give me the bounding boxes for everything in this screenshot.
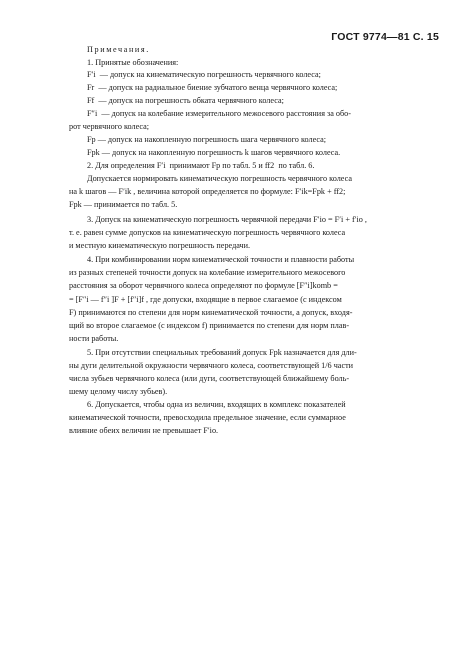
text-line: 6. Допускается, чтобы одна из величин, входящих в комплекс показателей [87, 400, 346, 409]
text-line: 5. При отсутствии специальных требований допуск Fpk назначается для дли- [87, 348, 357, 357]
text-line: числа зубьев червячного колеса (или дуги, соответствующей ближайшему боль- [69, 374, 350, 383]
text-line: 2. Для определения F′i принимают Fp по табл. 5 и ff2 по табл. 6. [87, 161, 315, 170]
text-line: F′i — допуск на кинематическую погрешность червячного колеса; [87, 70, 321, 79]
text-line: кинематической точности, превосходила предельное значение, если суммарное [69, 413, 346, 422]
text-line: F) принимаются по степени для норм кинематической точности, а допуск, входя- [69, 308, 353, 317]
text-line: Fpk — допуск на накопленную погрешность k шагов червячного колеса. [87, 148, 341, 157]
text-line: и местную кинематическую погрешность передачи. [69, 241, 251, 250]
text-line: 4. При комбинировании норм кинематической точности и плавности работы [87, 255, 355, 264]
text-line: щий во второе слагаемое (с индексом f) принимается по степени для норм плав- [69, 321, 350, 330]
text-line: F″i — допуск на колебание измерительного межосевого расстояния за обо- [87, 109, 351, 118]
text-line: влияние обеих величин не превышает F′io. [69, 426, 219, 435]
text-line: т. е. равен сумме допусков на кинематическую погрешность червячного колеса [69, 228, 346, 237]
text-line: на k шагов — F′ik , величина которой определяется по формуле: F′ik=Fpk + ff2; [69, 187, 346, 196]
text-line: 1. Принятые обозначения: [87, 58, 179, 67]
notes-title: Примечания. [87, 45, 150, 54]
text-line: ны дуги делительной окружности червячного колеса, соответствующей 1/6 части [69, 361, 354, 370]
text-line: Допускается нормировать кинематическую погрешность червячного колеса [87, 174, 352, 183]
text-line: ности работы. [69, 334, 119, 343]
page-header: ГОСТ 9774—81 С. 15 [331, 31, 439, 43]
text-line: Fpk — принимается по табл. 5. [69, 200, 178, 209]
text-line: Ff — допуск на погрешность обката червячного колеса; [87, 96, 284, 105]
text-line: из разных степеней точности допуск на колебание измерительного межосевого [69, 268, 346, 277]
text-line: Fr — допуск на радиальное биение зубчатого венца червячного колеса; [87, 83, 338, 92]
text-line: Fp — допуск на накопленную погрешность шага червячного колеса; [87, 135, 327, 144]
text-line: 3. Допуск на кинематическую погрешность червячной передачи F′io = F′i + f′io , [87, 215, 367, 224]
text-line: = [F″i — f″i ]F + [f″i]f , где допуски, входящие в первое слагаемое (с индексом [69, 295, 342, 304]
text-line: шему целому числу зубьев). [69, 387, 168, 396]
text-line: рот червячного колеса; [69, 122, 150, 131]
text-line: расстояния за оборот червячного колеса определяют по формуле [F″i]komb = [69, 281, 338, 290]
